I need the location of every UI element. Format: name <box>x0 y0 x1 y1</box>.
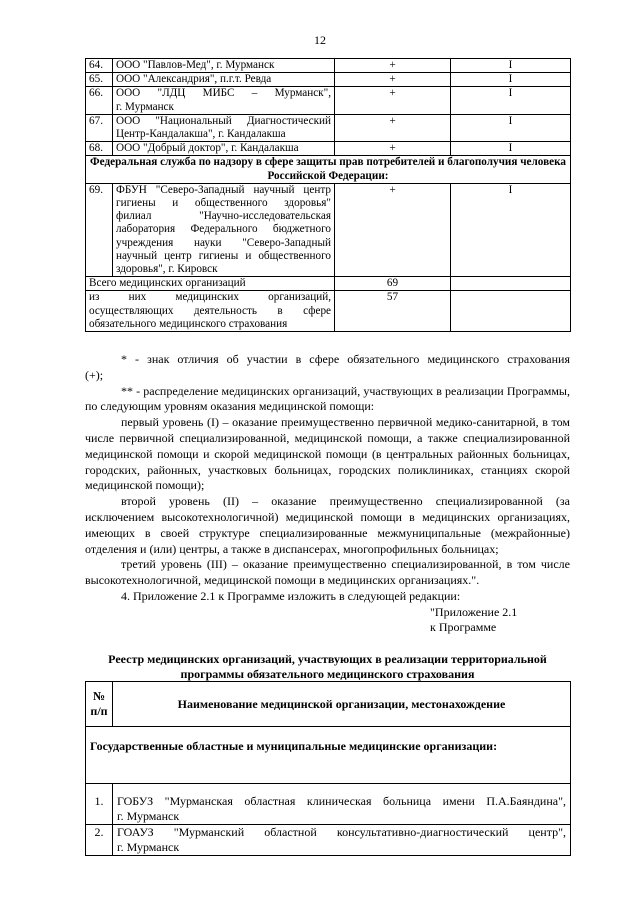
row-number: 67. <box>86 114 113 141</box>
oms-total-label-line: осуществляющих деятельность в сфере <box>89 304 331 317</box>
organization-name-line: лаборатория Федерального бюджетного <box>116 223 331 236</box>
registry-title-line: программы обязательного медицинского страхования <box>180 666 475 681</box>
organization-name <box>113 87 335 114</box>
oms-mark: + <box>335 73 451 87</box>
oms-total-value: 57 <box>335 291 451 332</box>
organization-name: ООО "Добрый доктор", г. Кандалакша <box>113 142 335 156</box>
level-three-text: третий уровень (III) – оказание преимущественно специализированной, в том числе высокотехнологичной, медицинской помощи в медицинских организациях.". <box>85 557 570 588</box>
organization-name-line: ООО "Национальный Диагностический <box>116 114 331 127</box>
table-row <box>86 59 571 73</box>
organizations-table <box>85 58 571 332</box>
table-row <box>86 73 571 87</box>
total-label: Всего медицинских организаций <box>86 277 335 291</box>
organization-name-line: Центр-Кандалакша", г. Кандалакша <box>116 128 286 141</box>
registry-header-row <box>86 682 571 727</box>
care-level: I <box>451 59 571 73</box>
table-row <box>86 87 571 114</box>
organization-name <box>113 114 335 141</box>
table-row <box>86 114 571 141</box>
organization-name: ООО "Александрия", п.г.т. Ревда <box>113 73 335 87</box>
footnotes <box>85 352 570 635</box>
item-four-text: 4. Приложение 2.1 к Программе изложить в следующей редакции: <box>121 588 461 603</box>
organization-name-line: научный центр гигиены и общественного <box>116 249 331 262</box>
registry-title-line: Реестр медицинских организаций, участвующих в реализации территориальной <box>108 652 547 666</box>
oms-total-label-line: обязательного медицинского страхования <box>89 317 288 330</box>
oms-total-label <box>86 291 335 332</box>
oms-total-row <box>86 291 571 332</box>
organization-name-line: г. Мурманск <box>117 840 180 854</box>
total-value: 69 <box>335 277 451 291</box>
row-number: 2. <box>86 825 113 856</box>
organization-name-line: ФБУН "Северо-Западный научный центр <box>116 183 331 196</box>
footnote-star: * - знак отличия об участии в сфере обязательного медицинского страхования <box>121 352 570 366</box>
care-level: I <box>451 114 571 141</box>
header-number-line: № <box>92 689 106 703</box>
care-level: I <box>451 87 571 114</box>
table-row <box>86 142 571 156</box>
section-heading-row <box>86 156 571 183</box>
registry-table <box>85 681 571 856</box>
appendix-caption-line: "Приложение 2.1 <box>430 604 518 619</box>
row-number: 65. <box>86 73 113 87</box>
care-level: I <box>451 73 571 87</box>
table-row <box>86 183 571 276</box>
organization-name-line: ГОАУЗ "Мурманский областной консультативно-диагностический центр", <box>117 825 566 839</box>
organization-name-line: г. Мурманск <box>116 100 174 113</box>
row-number: 64. <box>86 59 113 73</box>
organization-name <box>113 183 335 276</box>
row-number: 68. <box>86 142 113 156</box>
category-row <box>86 727 571 784</box>
oms-mark: + <box>335 114 451 141</box>
total-row <box>86 277 571 291</box>
care-level: I <box>451 142 571 156</box>
care-level: I <box>451 183 571 276</box>
oms-mark: + <box>335 183 451 276</box>
row-number: 66. <box>86 87 113 114</box>
section-heading: Федеральная служба по надзору в сфере защиты прав потребителей и благополучия человека Российской Федерации: <box>86 156 571 183</box>
page-number: 12 <box>314 33 326 47</box>
registry-title <box>85 652 570 681</box>
organization-name: ООО "Павлов-Мед", г. Мурманск <box>113 59 335 73</box>
organization-name-line: учреждения науки "Северо-Западный <box>116 236 331 249</box>
row-number: 1. <box>86 784 113 825</box>
oms-mark: + <box>335 59 451 73</box>
header-number <box>86 682 113 727</box>
table-row <box>86 825 571 856</box>
organization-name-line: здоровья", г. Кировск <box>116 263 218 276</box>
oms-total-label-line: из них медицинских организаций, <box>89 291 331 304</box>
header-name: Наименование медицинской организации, местонахождение <box>113 682 571 727</box>
footnote-double-star: ** - распределение медицинских организаций, участвующих в реализации Программы, по следующим уровням оказания медицинской помощи: <box>85 383 570 414</box>
organization-name-line: ГОБУЗ "Мурманская областная клиническая больница имени П.А.Баяндина", <box>117 794 566 808</box>
level-two-text: второй уровень (II) – оказание преимущественно специализированной (за исключением высокотехнологичной) медицинской помощи в медицинских организациях, имеющих в своей структуре специализированные межмуниципальные (межрайонные) отделения и (или) центры, а также в диспансерах, многопрофильных больницах; <box>85 494 570 556</box>
oms-mark: + <box>335 87 451 114</box>
organization-name-line: гигиены и общественного здоровья" <box>116 197 331 210</box>
table-row <box>86 784 571 825</box>
level-one-text: первый уровень (I) – оказание преимущественно первичной медико-санитарной, в том числе первичной специализированной, медицинской помощи, а также специализированной медицинской помощи и скорой медицинской помощи (в центральных районных больницах, городских, районных, участковых больницах, городских поликлиниках, станциях скорой медицинской помощи); <box>85 415 570 493</box>
header-number-line: п/п <box>90 704 108 718</box>
appendix-caption-line: к Программе <box>430 619 497 634</box>
oms-mark: + <box>335 142 451 156</box>
category-heading: Государственные областные и муниципальные медицинские организации: <box>86 727 571 784</box>
organization-name-line: ООО "ЛДЦ МИБС – Мурманск", <box>116 87 331 100</box>
organization-name-line: г. Мурманск <box>117 809 180 823</box>
organization-name <box>113 825 571 856</box>
footnote-star-cont: (+); <box>85 367 104 382</box>
organization-name-line: филиал "Научно-исследовательская <box>116 210 331 223</box>
row-number: 69. <box>86 183 113 276</box>
organization-name <box>113 784 571 825</box>
